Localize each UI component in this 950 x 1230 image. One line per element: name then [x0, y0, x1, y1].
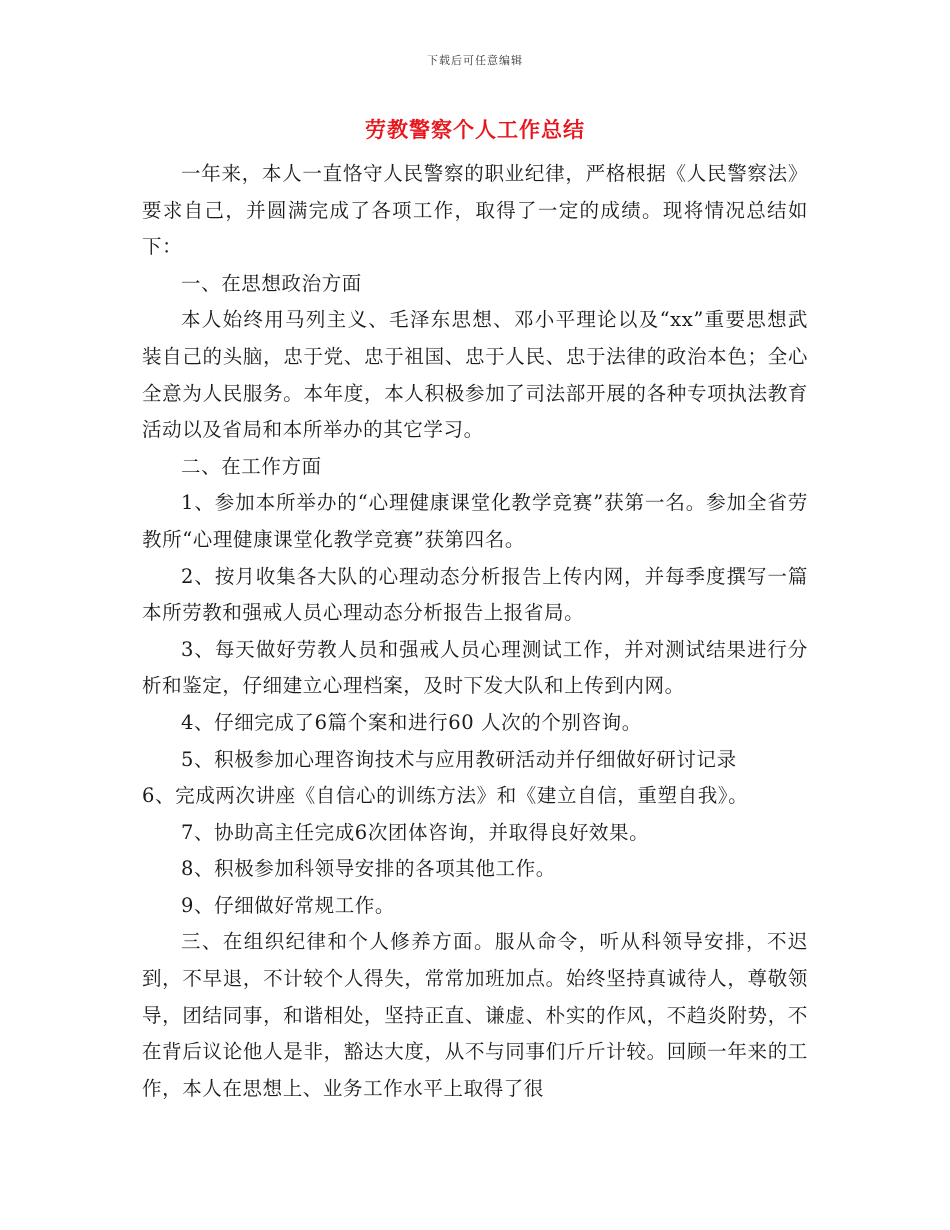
paragraph-ideology: 本人始终用马列主义、毛泽东思想、邓小平理论以及“xx”重要思想武装自己的头脑，忠于党、忠于祖国、忠于人民、忠于法律的政治本色；全心全意为人民服务。本年度，本人积极参加了司法部开展的各种专项执法教育活动以及省局和本所举办的其它学习。	[142, 308, 808, 442]
section-heading-work: 二、在工作方面	[181, 454, 322, 478]
work-item-6: 6、完成两次讲座《自信心的训练方法》和《建立自信，重塑自我》。	[142, 784, 749, 808]
header-note: 下载后可任意编辑	[427, 54, 523, 67]
work-item-3: 3、每天做好劳教人员和强戒人员心理测试工作，并对测试结果进行分析和鉴定，仔细建立心理档案，及时下发大队和上传到内网。	[142, 637, 808, 698]
work-item-1: 1、参加本所举办的“心理健康课堂化教学竞赛”获第一名。参加全省劳教所“心理健康课堂化教学竞赛”获第四名。	[142, 491, 808, 551]
document-title: 劳教警察个人工作总结	[365, 118, 585, 142]
work-item-2: 2、按月收集各大队的心理动态分析报告上传内网，并每季度撰写一篇本所劳教和强戒人员心理动态分析报告上报省局。	[142, 564, 808, 625]
paragraph-intro: 一年来，本人一直恪守人民警察的职业纪律，严格根据《人民警察法》要求自己，并圆满完成了各项工作，取得了一定的成绩。现将情况总结如下：	[142, 162, 808, 259]
section-heading-ideology: 一、在思想政治方面	[181, 271, 362, 295]
work-item-8: 8、积极参加科领导安排的各项其他工作。	[181, 857, 556, 881]
work-item-7: 7、协助高主任完成6次团体咨询，并取得良好效果。	[181, 820, 650, 844]
paragraph-discipline: 三、在组织纪律和个人修养方面。服从命令，听从科领导安排，不迟到，不早退，不计较个人得失，常常加班加点。始终坚持真诚待人，尊敬领导，团结同事，和谐相处，坚持正直、谦虚、朴实的作风，不趋炎附势，不在背后议论他人是非，豁达大度，从不与同事们斤斤计较。回顾一年来的工作，本人在思想上、业务工作水平上取得了很	[142, 930, 808, 1100]
work-item-9: 9、仔细做好常规工作。	[181, 893, 396, 917]
work-item-4: 4、仔细完成了6篇个案和进行60 人次的个别咨询。	[181, 710, 642, 734]
document-body	[142, 156, 808, 1107]
work-item-5: 5、积极参加心理咨询技术与应用教研活动并仔细做好研讨记录	[181, 747, 737, 771]
